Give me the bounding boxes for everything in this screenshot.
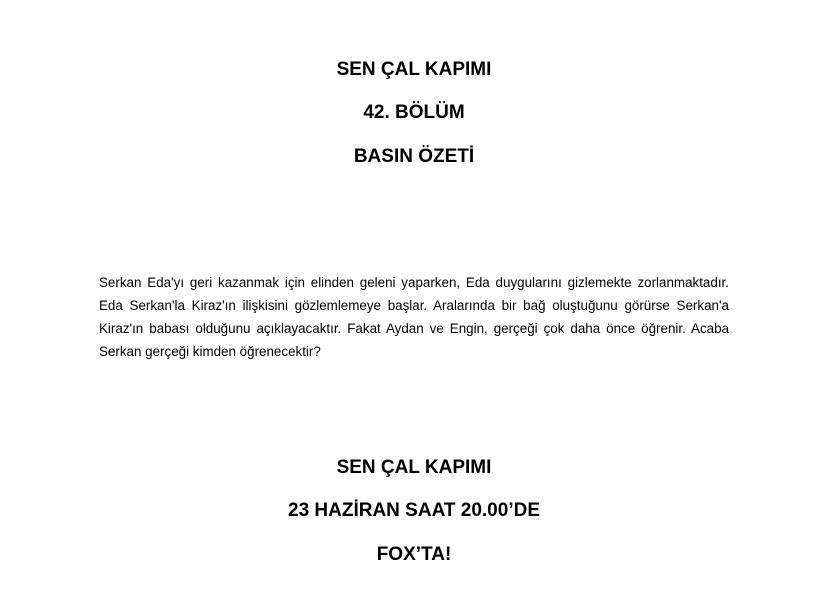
document-type: BASIN ÖZETİ bbox=[353, 146, 475, 167]
footer-show-title: SEN ÇAL KAPIMI bbox=[336, 457, 492, 478]
episode-number: 42. BÖLÜM bbox=[363, 102, 465, 123]
episode-summary: Serkan Eda'yı geri kazanmak için elinden geleni yaparken, Eda duygularını gizlemekte zorlanmaktadır. Eda Serkan'la Kiraz'ın ilişkisini gözlemlemeye başlar. Aralarında bir bağ oluştuğunu görürse Serkan'a Kiraz'ın babası olduğunu açıklayacaktır. Fakat Aydan ve Engin, gerçeği çok daha önce öğrenir. Acaba Serkan gerçeği kimden öğrenecektir? bbox=[99, 275, 729, 359]
channel: FOX’TA! bbox=[376, 544, 452, 565]
airtime: 23 HAZİRAN SAAT 20.00’DE bbox=[288, 500, 540, 521]
show-title: SEN ÇAL KAPIMI bbox=[336, 59, 492, 80]
